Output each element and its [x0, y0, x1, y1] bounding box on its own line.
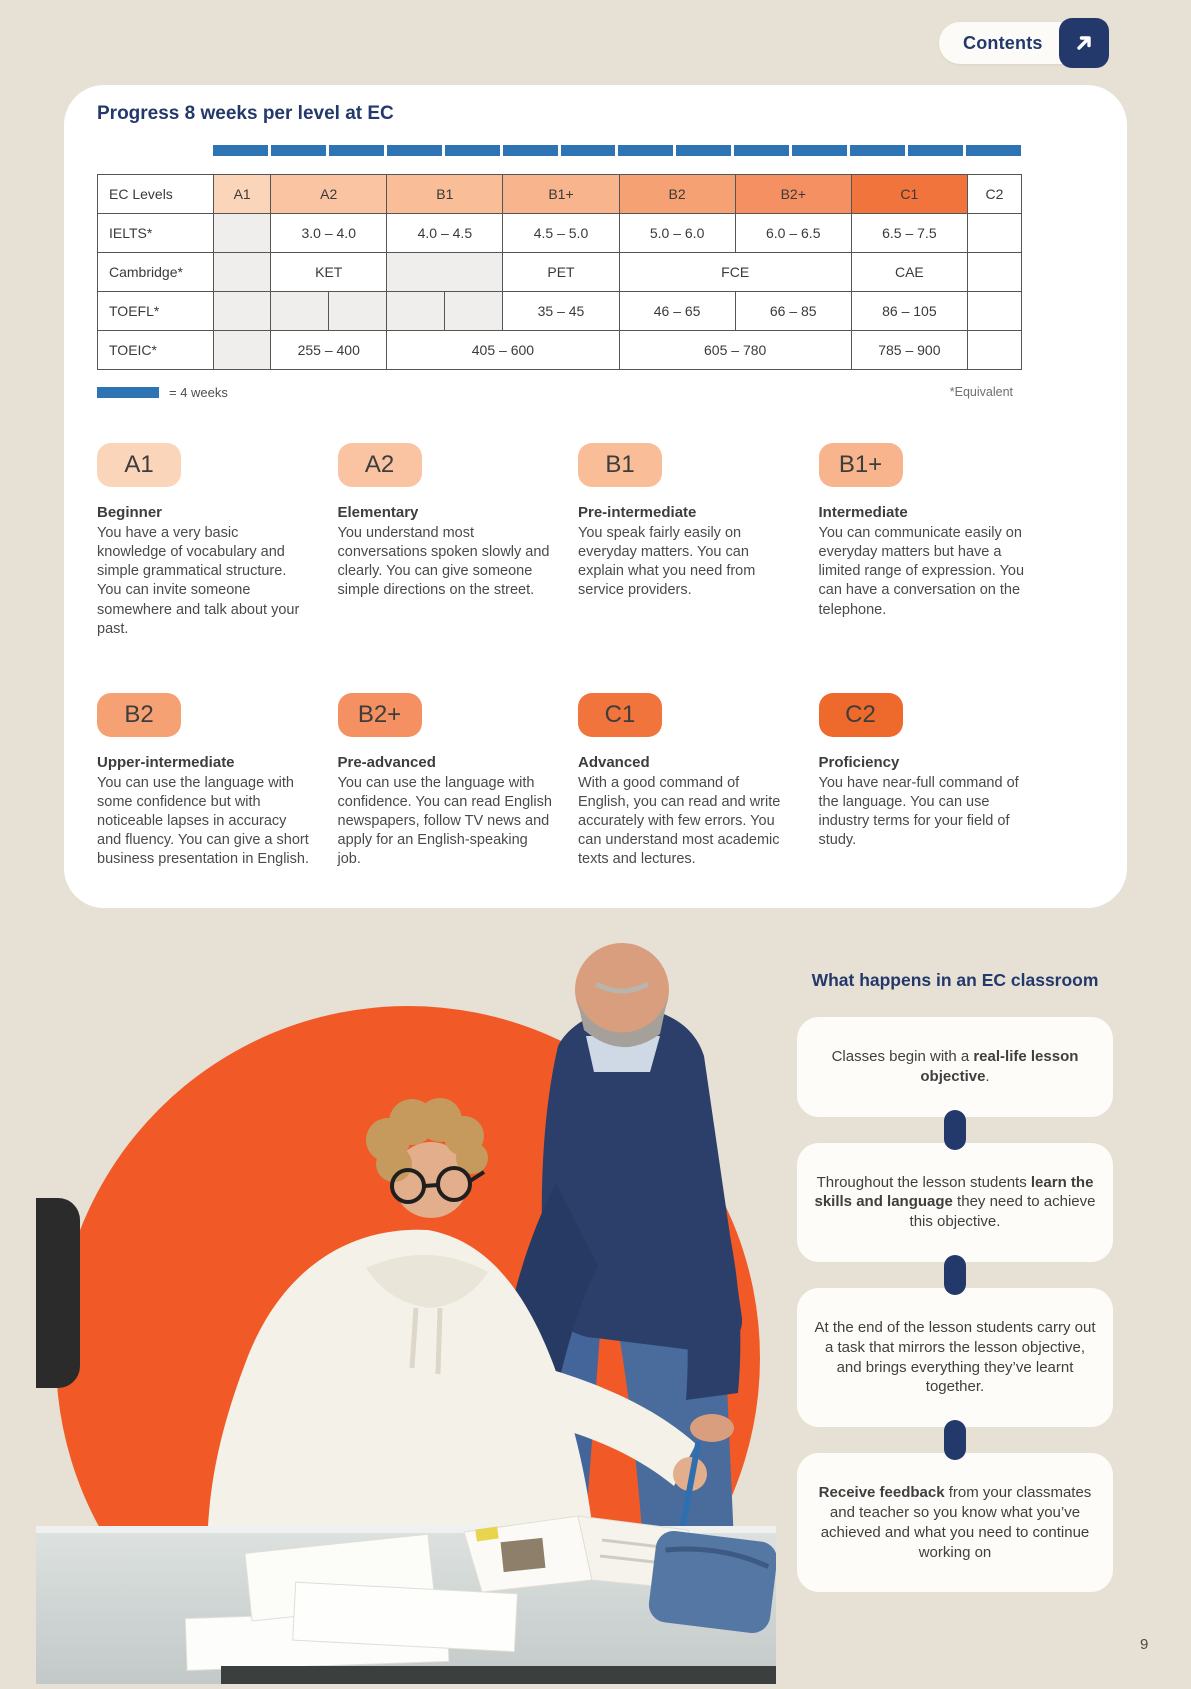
toefl-b2plus: 66 – 85: [735, 292, 851, 331]
toeic-a2: 255 – 400: [271, 331, 387, 370]
flow-connector: [944, 1420, 966, 1460]
level-description: You can communicate easily on everyday matters but have a limited range of expression. You can have a conversation on the telephone.: [818, 525, 1025, 618]
level-header-b1plus: B1+: [503, 175, 619, 214]
contents-label: Contents: [963, 32, 1043, 53]
level-descriptions: [97, 443, 1033, 869]
cambridge-fce: FCE: [619, 253, 851, 292]
level-header-c1: C1: [851, 175, 967, 214]
level-name: Elementary: [337, 504, 419, 521]
week-segment: [676, 145, 731, 156]
toefl-c1: 86 – 105: [851, 292, 967, 331]
empty-cell: [214, 331, 271, 370]
table-row-toefl: [98, 292, 1022, 331]
level-badge: B2: [97, 693, 181, 737]
row-label-toeic: TOEIC*: [98, 331, 214, 370]
ielts-b1plus: 4.5 – 5.0: [503, 214, 619, 253]
week-segment: [850, 145, 905, 156]
empty-cell: [214, 292, 271, 331]
legend-swatch: [97, 387, 159, 398]
classroom-heading: What happens in an EC classroom: [811, 970, 1099, 990]
level-badge: A2: [338, 443, 422, 487]
level-card-c2: [819, 693, 1034, 870]
flow-connector: [944, 1255, 966, 1295]
week-segment: [734, 145, 789, 156]
contents-pill[interactable]: [939, 22, 1105, 64]
level-header-b2plus: B2+: [735, 175, 851, 214]
ielts-c1: 6.5 – 7.5: [851, 214, 967, 253]
level-description: You speak fairly easily on everyday matters. You can explain what you need from service providers.: [578, 525, 756, 599]
level-header-a2: A2: [271, 175, 387, 214]
flow-connector: [944, 1110, 966, 1150]
progress-card: [64, 85, 1127, 908]
level-header-a1: A1: [214, 175, 271, 214]
table-corner-label: EC Levels: [98, 175, 214, 214]
toefl-b2: 46 – 65: [619, 292, 735, 331]
table-row-toeic: [98, 331, 1022, 370]
empty-cell: [967, 331, 1021, 370]
level-badge: C1: [578, 693, 662, 737]
step-text: Throughout the lesson students: [816, 1173, 1031, 1191]
level-description: You understand most conversations spoken slowly and clearly. You can give someone simple directions on the street.: [337, 525, 550, 599]
level-name: Upper-intermediate: [97, 753, 235, 771]
level-name: Pre-intermediate: [578, 504, 697, 521]
step-text: they need to achieve this objective.: [909, 1193, 1096, 1231]
week-segment: [271, 145, 326, 156]
level-card-a2: [338, 443, 553, 639]
level-description: You can use the language with confidence. You can read English newspapers, follow TV news and apply for an English-speaking job.: [337, 774, 552, 868]
week-segment: [503, 145, 558, 156]
weeks-progress-bar: [213, 145, 1021, 156]
week-segment: [792, 145, 847, 156]
level-badge: C2: [819, 693, 903, 737]
classroom-step-4: [797, 1453, 1113, 1592]
level-card-b1plus: [819, 443, 1034, 639]
weeks-legend: [97, 385, 228, 400]
table-row-levels: [98, 175, 1022, 214]
legend-label: = 4 weeks: [169, 385, 228, 400]
empty-cell: [214, 214, 271, 253]
ielts-a2: 3.0 – 4.0: [271, 214, 387, 253]
classroom-step-2: [797, 1143, 1113, 1262]
level-badge: B2+: [338, 693, 422, 737]
row-label-ielts: IELTS*: [98, 214, 214, 253]
level-badge: B1: [578, 443, 662, 487]
level-description: You can use the language with some confidence but with noticeable lapses in accuracy and fluency. You can give a short business presentation in English.: [97, 774, 309, 868]
level-name: Intermediate: [818, 504, 908, 521]
empty-cell: [967, 214, 1021, 253]
week-segment: [387, 145, 442, 156]
level-card-a1: [97, 443, 312, 639]
page-title: Progress 8 weeks per level at EC: [97, 103, 394, 124]
step-text: .: [985, 1067, 990, 1085]
week-segment: [445, 145, 500, 156]
week-segment: [908, 145, 963, 156]
step-text-bold: Receive feedback: [818, 1484, 945, 1502]
levels-equivalence-table: [97, 174, 1022, 370]
level-badge: A1: [97, 443, 181, 487]
level-description: You have near-full command of the language. You can use industry terms for your field of study.: [818, 774, 1019, 849]
contents-button[interactable]: [939, 20, 1105, 66]
week-segment: [966, 145, 1021, 156]
table-row-cambridge: [98, 253, 1022, 292]
classroom-step-3: [797, 1288, 1113, 1427]
step-text-bold: learn the skills and language: [814, 1173, 1094, 1211]
toeic-b1: 405 – 600: [387, 331, 619, 370]
toeic-b2: 605 – 780: [619, 331, 851, 370]
level-description: With a good command of English, you can read and write accurately with few errors. You can understand most academic texts and lectures.: [578, 774, 781, 868]
arrow-up-right-icon[interactable]: [1059, 18, 1109, 68]
row-label-toefl: TOEFL*: [98, 292, 214, 331]
level-card-b1: [578, 443, 793, 639]
toeic-c1: 785 – 900: [851, 331, 967, 370]
classroom-step-1: [797, 1017, 1113, 1117]
table-row-ielts: [98, 214, 1022, 253]
level-name: Advanced: [578, 753, 650, 771]
toefl-b1plus: 35 – 45: [503, 292, 619, 331]
cambridge-pet: PET: [503, 253, 619, 292]
step-text: from your classmates and teacher so you know what you’ve achieved and what you need to continue working on: [820, 1484, 1092, 1561]
level-name: Proficiency: [818, 753, 900, 771]
empty-cell: [967, 253, 1021, 292]
level-name: Beginner: [97, 504, 163, 521]
level-name: Pre-advanced: [337, 753, 436, 771]
empty-cell: [387, 292, 445, 331]
ielts-b1: 4.0 – 4.5: [387, 214, 503, 253]
empty-cell: [271, 292, 329, 331]
cambridge-ket: KET: [271, 253, 387, 292]
step-text: Classes begin with a: [831, 1048, 974, 1065]
level-description: You have a very basic knowledge of vocabulary and simple grammatical structure. You can invite someone somewhere and talk about your past.: [97, 525, 300, 637]
level-badge: B1+: [819, 443, 903, 487]
level-card-c1: [578, 693, 793, 870]
equivalent-note: *Equivalent: [949, 385, 1013, 399]
level-card-b2: [97, 693, 312, 870]
classroom-flow: [797, 970, 1113, 1592]
row-label-cambridge: Cambridge*: [98, 253, 214, 292]
level-card-b2plus: [338, 693, 553, 870]
empty-cell: [214, 253, 271, 292]
ielts-b2: 5.0 – 6.0: [619, 214, 735, 253]
ielts-b2plus: 6.0 – 6.5: [735, 214, 851, 253]
page-number: 9: [1140, 1636, 1149, 1653]
cambridge-cae: CAE: [851, 253, 967, 292]
week-segment: [213, 145, 268, 156]
step-text: At the end of the lesson students carry out a task that mirrors the lesson objective, and brings everything they’ve learnt together.: [814, 1318, 1096, 1396]
level-header-b1: B1: [387, 175, 503, 214]
empty-cell: [967, 292, 1021, 331]
week-segment: [561, 145, 616, 156]
classroom-photo: [36, 888, 776, 1684]
empty-cell: [445, 292, 503, 331]
week-segment: [329, 145, 384, 156]
level-header-c2: C2: [967, 175, 1021, 214]
level-header-b2: B2: [619, 175, 735, 214]
empty-cell: [329, 292, 387, 331]
week-segment: [618, 145, 673, 156]
empty-cell: [387, 253, 503, 292]
step-text-bold: real-life lesson objective: [920, 1048, 1079, 1085]
